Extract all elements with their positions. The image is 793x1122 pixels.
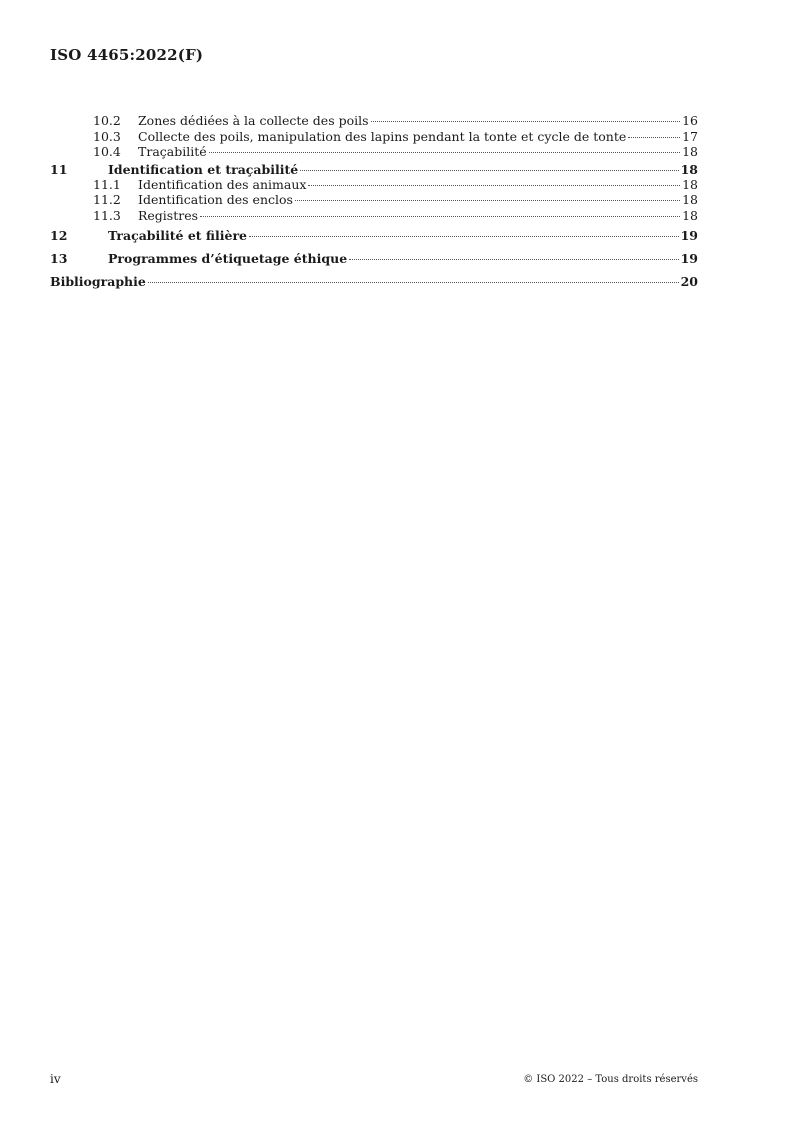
toc-entry-title: Traçabilité et filière bbox=[108, 228, 248, 243]
dot-leader bbox=[349, 259, 678, 260]
toc-entry-13[interactable] bbox=[50, 249, 698, 269]
toc-entry-11-3[interactable] bbox=[50, 208, 698, 224]
toc-entry-12[interactable] bbox=[50, 226, 698, 246]
toc-entry-10-3[interactable] bbox=[50, 129, 698, 145]
toc-entry-number: 10.3 bbox=[93, 128, 121, 144]
toc-entry-title: Collecte des poils, manipulation des lapins pendant la tonte et cycle de tonte bbox=[138, 128, 627, 144]
toc-entry-number: 10.4 bbox=[93, 144, 121, 159]
toc-entry-title: Registres bbox=[138, 207, 199, 223]
page-number: iv bbox=[50, 1072, 61, 1086]
toc-entry-11-1[interactable] bbox=[50, 177, 698, 193]
toc-entry-title: Identification des animaux bbox=[138, 176, 307, 192]
copyright-notice: © ISO 2022 – Tous droits réservés bbox=[523, 1074, 698, 1085]
dot-leader bbox=[249, 236, 679, 237]
dot-leader bbox=[200, 216, 680, 217]
toc-entry-title: Bibliographie bbox=[50, 274, 146, 289]
toc-entry-page: 18 bbox=[682, 176, 698, 192]
dot-leader bbox=[628, 137, 680, 138]
toc-entry-number: 11.3 bbox=[93, 207, 121, 223]
toc-entry-10-4[interactable] bbox=[50, 144, 698, 160]
toc-entry-title: Identification et traçabilité bbox=[108, 161, 299, 177]
toc-entry-number: 13 bbox=[50, 251, 68, 266]
toc-entry-number: 10.2 bbox=[93, 113, 121, 128]
toc-entry-page: 18 bbox=[682, 207, 698, 223]
dot-leader bbox=[295, 200, 680, 201]
document-id-header: ISO 4465:2022(F) bbox=[50, 46, 204, 64]
table-of-contents bbox=[50, 113, 698, 292]
toc-entry-page: 17 bbox=[682, 128, 698, 144]
toc-entry-title: Programmes d’étiquetage éthique bbox=[108, 251, 348, 266]
toc-entry-number: 11.2 bbox=[93, 192, 121, 207]
dot-leader bbox=[371, 121, 681, 122]
toc-entry-page: 19 bbox=[680, 228, 698, 243]
dot-leader bbox=[209, 152, 680, 153]
toc-entry-title: Identification des enclos bbox=[138, 192, 293, 207]
toc-entry-page: 20 bbox=[680, 274, 698, 289]
toc-entry-bibliographie[interactable] bbox=[50, 272, 698, 292]
toc-entry-number: 11.1 bbox=[93, 176, 121, 192]
toc-entry-title: Zones dédiées à la collecte des poils bbox=[138, 113, 369, 128]
dot-leader bbox=[300, 170, 678, 171]
toc-entry-number: 12 bbox=[50, 228, 68, 243]
dot-leader bbox=[148, 282, 679, 283]
toc-entry-page: 18 bbox=[682, 192, 698, 207]
toc-entry-number: 11 bbox=[50, 161, 68, 177]
toc-entry-10-2[interactable] bbox=[50, 113, 698, 129]
toc-entry-page: 16 bbox=[682, 113, 698, 128]
toc-entry-page: 19 bbox=[680, 251, 698, 266]
dot-leader bbox=[308, 185, 680, 186]
toc-entry-11-2[interactable] bbox=[50, 192, 698, 208]
toc-entry-page: 18 bbox=[682, 144, 698, 159]
toc-entry-title: Traçabilité bbox=[138, 144, 207, 159]
toc-entry-page: 18 bbox=[680, 161, 698, 177]
